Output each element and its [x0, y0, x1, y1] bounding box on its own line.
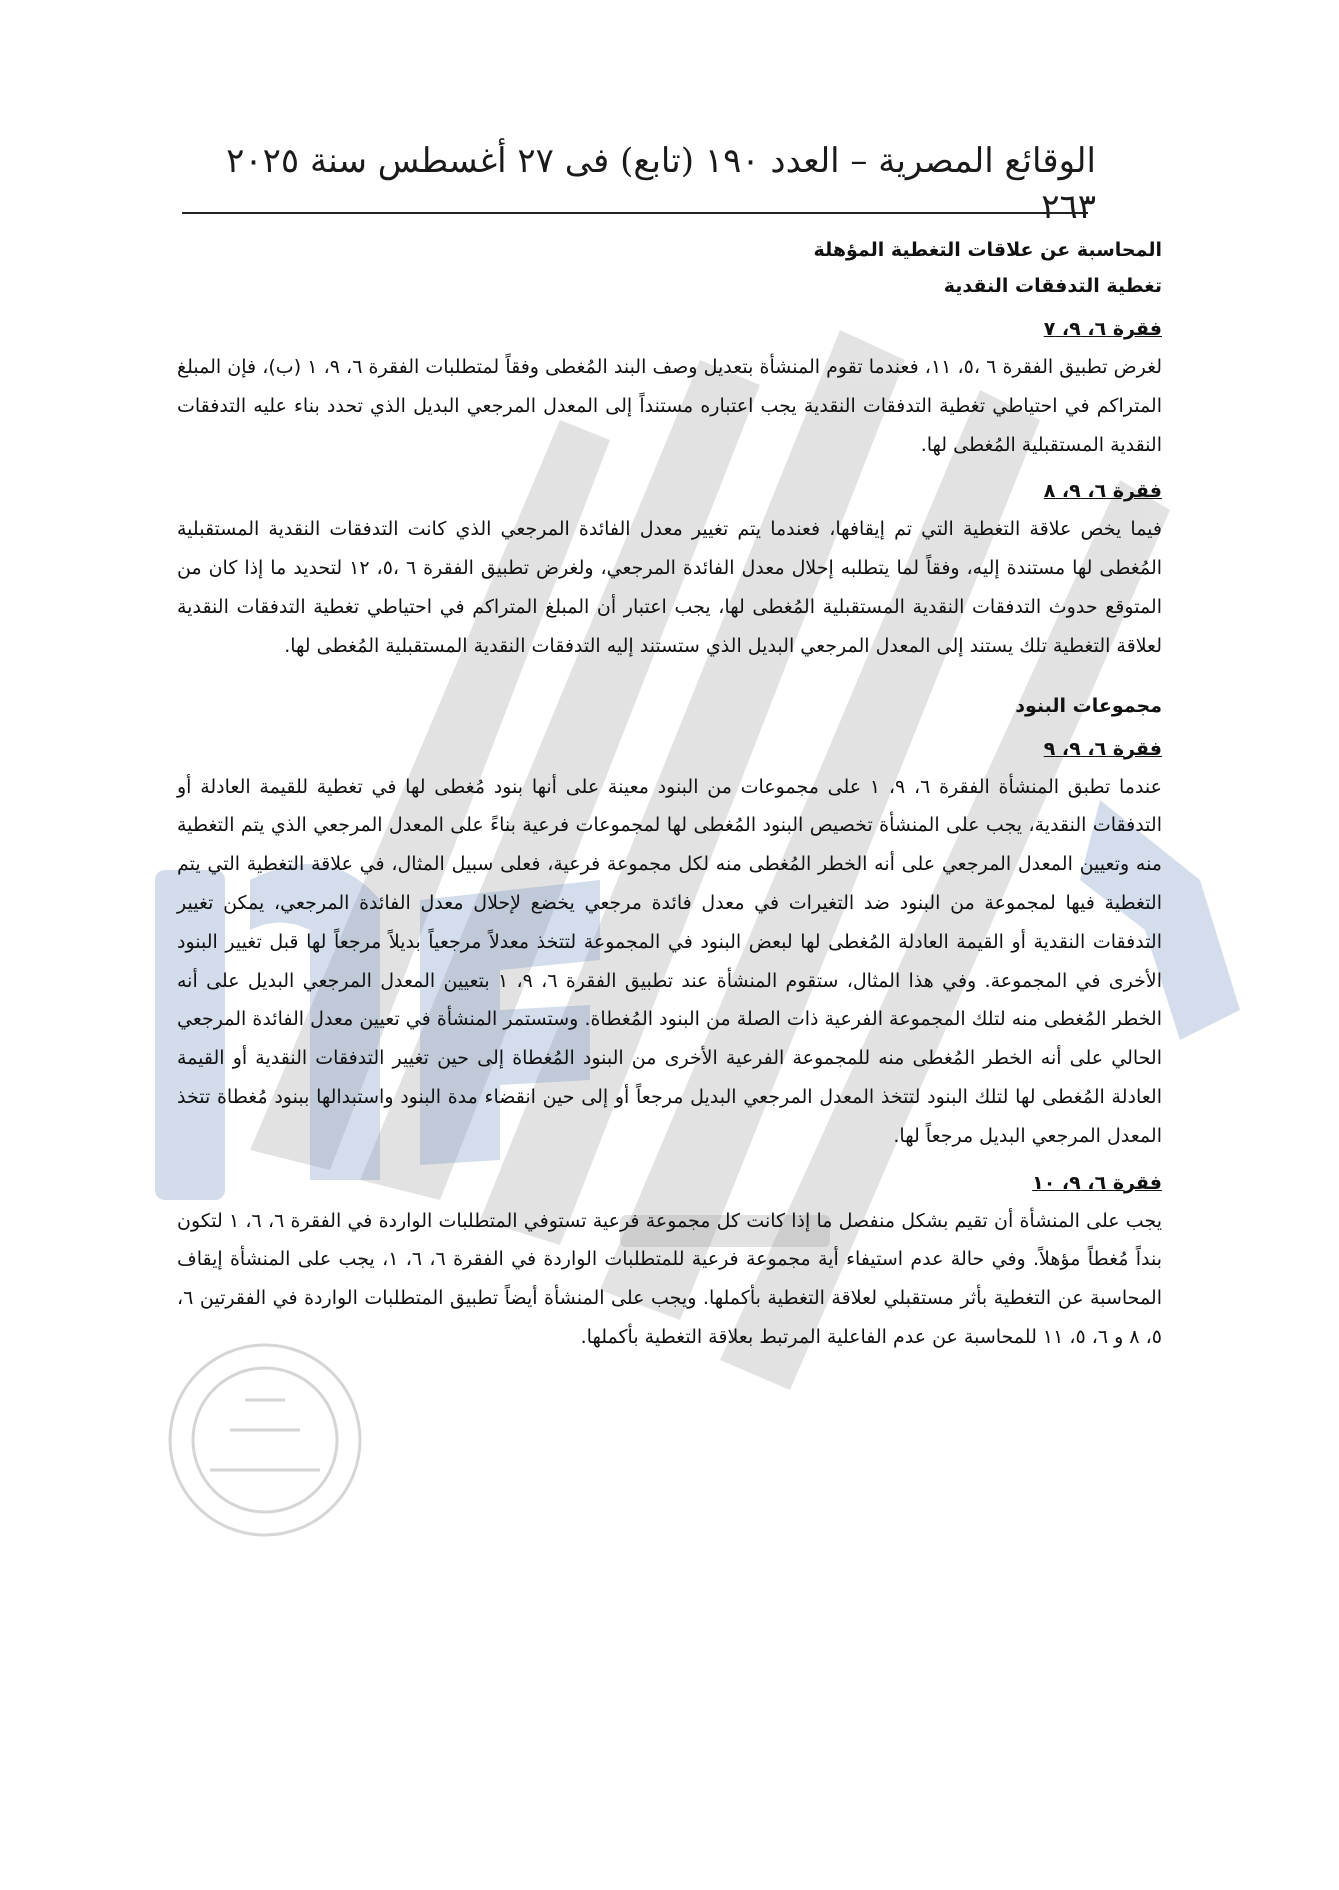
paragraph-label-6-9-8: فقرة ٦، ٩، ٨: [1043, 480, 1162, 503]
document-body: [177, 232, 1162, 1367]
spacer: [177, 676, 1162, 688]
paragraph-label-6-9-9: فقرة ٦، ٩، ٩: [1043, 737, 1162, 760]
paragraph-text-6-9-8: فيما يخص علاقة التغطية التي تم إيقافها، فعندما يتم تغيير معدل الفائدة المرجعي الذي كانت التدفقات النقدية المستقبلية المُغطى لها مستندة إليه، وفقاً لما يتطلبه إحلال معدل الفائدة المرجعي، ولغرض تطبيق الفقرة ٦ ،٥، ١٢ لتحديد ما إذا كان من المتوقع حدوث التدفقات النقدية المستقبلية المُغطى لها، يجب اعتبار أن المبلغ المتراكم في احتياطي تغطية التدفقات النقدية لعلاقة التغطية تلك يستند إلى المعدل المرجعي البديل الذي ستستند إليه التدفقات النقدية المستقبلية المُغطى لها.: [177, 518, 1163, 657]
paragraph-label-6-9-7: فقرة ٦، ٩، ٧: [1043, 318, 1162, 340]
section-title: المحاسبة عن علاقات التغطية المؤهلة: [813, 239, 1162, 261]
subsection-title-groups: مجموعات البنود: [1015, 694, 1162, 717]
paragraph-text-6-9-9: عندما تطبق المنشأة الفقرة ٦، ٩، ١ على مجموعات من البنود معينة على أنها بنود مُغطى لها في تغطية للقيمة العادلة أو التدفقات النقدية، يجب على المنشأة تخصيص البنود المُغطى لها لمجموعات فرعية بناءً على المعدل المرجعي الذي يتم التغطية منه وتعيين المعدل المرجعي على أنه الخطر المُغطى منه لكل مجموعة فرعية، فعلى سبيل المثال، في علاقة التغطية التي يتم التغطية فيها لمجموعة من البنود ضد التغيرات في معدل فائدة مرجعي يخضع لإحلال معدل الفائدة المرجعي، يمكن تغيير التدفقات النقدية أو القيمة العادلة المُغطى لها لبعض البنود في المجموعة لتتخذ معدلاً مرجعياً بديلاً مرجعاً لها قبل تغيير البنود الأخرى في المجموعة. وفي هذا المثال، ستقوم المنشأة عند تطبيق الفقرة ٦، ٩، ١ بتعيين المعدل المرجعي البديل على أنه الخطر المُغطى منه لتلك المجموعة الفرعية ذات الصلة من البنود المُغطاة. وستستمر المنشأة في تعيين معدل الفائدة المرجعي الحالي على أنه الخطر المُغطى منه للمجموعة الفرعية الأخرى من البنود المُغطاة إلى حين تغيير التدفقات النقدية أو القيمة العادلة المُغطى لها لتلك البنود لتتخذ المعدل المرجعي البديل مرجعاً أو إلى حين انقضاء مدة البنود واستبدالها ببنود مُغطاة تتخذ المعدل المرجعي البديل مرجعاً لها.: [177, 775, 1163, 1147]
paragraph-text-6-9-7: لغرض تطبيق الفقرة ٦ ،٥، ١١، فعندما تقوم المنشأة بتعديل وصف البند المُغطى وفقاً لمتطلبات الفقرة ٦، ٩، ١ (ب)، فإن المبلغ المتراكم في احتياطي تغطية التدفقات النقدية يجب اعتباره مستنداً إلى المعدل المرجعي البديل الذي تحدد بناء عليه التدفقات النقدية المستقبلية المُغطى لها.: [177, 356, 1163, 456]
running-header: الوقائع المصرية – العدد ١٩٠ (تابع) فى ٢٧ أغسطس سنة ٢٠٢٥ ٢٦٣: [226, 141, 1096, 227]
subsection-title-cash-flow: تغطية التدفقات النقدية: [943, 275, 1162, 297]
header-divider: [182, 212, 1088, 214]
paragraph-text-6-9-10: يجب على المنشأة أن تقيم بشكل منفصل ما إذا كانت كل مجموعة فرعية تستوفي المتطلبات الواردة في الفقرة ٦، ٦، ١ لتكون بنداً مُغطاً مؤهلاً. وفي حالة عدم استيفاء أية مجموعة فرعية للمتطلبات الواردة في الفقرة ٦، ٦، ١، يجب على المنشأة إيقاف المحاسبة عن التغطية بأثر مستقبلي لعلاقة التغطية بأكملها. ويجب على المنشأة أيضاً تطبيق المتطلبات الواردة في الفقرتين ٦، ٥، ٨ و ٦، ٥، ١١ للمحاسبة عن عدم الفاعلية المرتبط بعلاقة التغطية بأكملها.: [177, 1209, 1163, 1348]
paragraph-label-6-9-10: فقرة ٦، ٩، ١٠: [1032, 1171, 1162, 1194]
